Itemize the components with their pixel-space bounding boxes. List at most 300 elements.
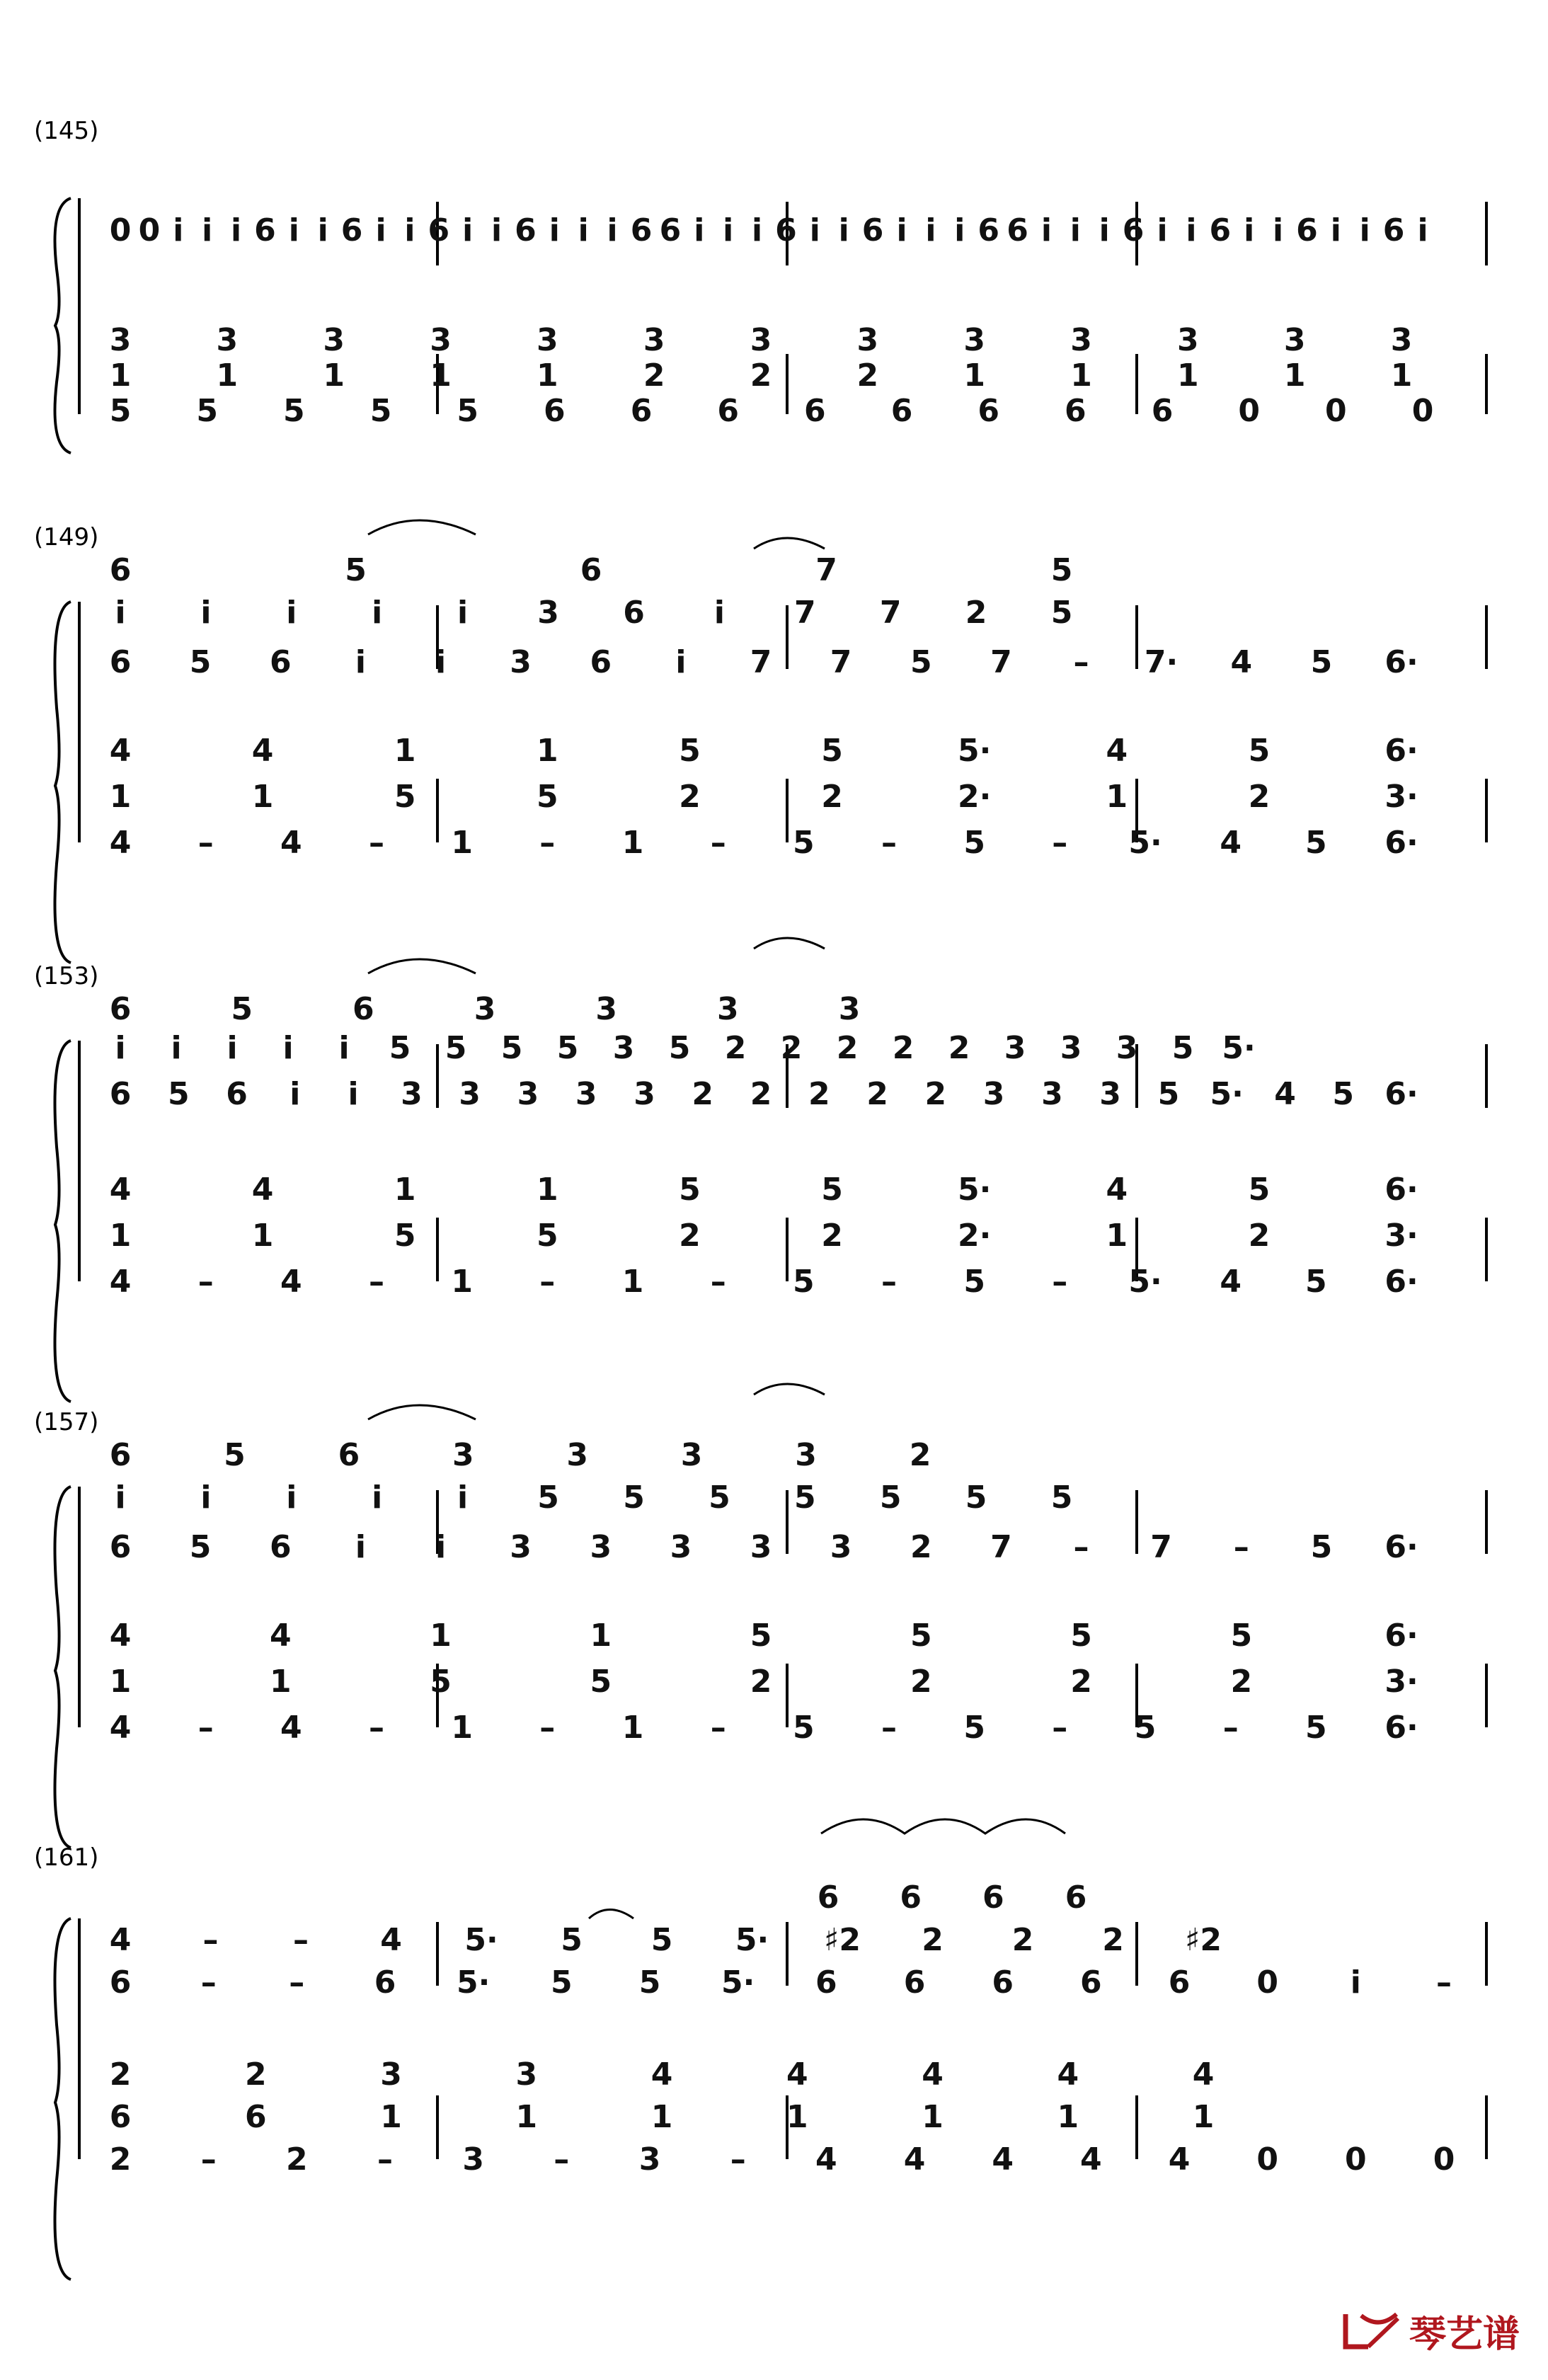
note: 6 xyxy=(977,393,1000,429)
note: 1 xyxy=(109,1218,132,1254)
note: 5 xyxy=(109,393,132,429)
system-notes xyxy=(110,552,1418,861)
note: 4 xyxy=(109,825,132,861)
note: 3 xyxy=(856,322,879,358)
note: – xyxy=(197,1264,214,1300)
system-notes xyxy=(110,991,1418,1300)
note: 4 xyxy=(1079,2141,1102,2178)
note: i xyxy=(200,595,212,631)
note: i xyxy=(289,1076,301,1112)
note: 6 xyxy=(428,212,450,248)
note: i xyxy=(173,212,184,248)
note: – xyxy=(369,825,384,861)
note: 3 xyxy=(380,2056,402,2093)
note: 6 xyxy=(269,1529,292,1565)
note: 3 xyxy=(510,1529,532,1565)
note: – xyxy=(710,1710,726,1746)
note: 4 xyxy=(251,1172,274,1208)
note: 4 xyxy=(1274,1076,1296,1112)
note: – xyxy=(202,1922,219,1958)
note: 2 xyxy=(1248,779,1271,815)
slur xyxy=(368,1405,476,1419)
note: 5· xyxy=(1128,1264,1162,1300)
note: i xyxy=(227,1030,238,1066)
note: 5 xyxy=(709,1480,730,1516)
note: i xyxy=(1070,212,1081,248)
note: i xyxy=(925,212,936,248)
note: 6 xyxy=(515,212,537,248)
note: 7 xyxy=(990,1529,1012,1565)
note: i xyxy=(1157,212,1168,248)
note: 5 xyxy=(668,1030,691,1066)
note: i xyxy=(171,1030,182,1066)
note: 4 xyxy=(1220,1264,1242,1300)
note: 4 xyxy=(903,2141,926,2178)
note: 6· xyxy=(1384,644,1418,680)
note: 5 xyxy=(679,733,701,769)
note: 2 xyxy=(285,2141,308,2178)
note: 6 xyxy=(109,1076,132,1112)
note: 6 xyxy=(623,595,645,631)
note: 2 xyxy=(910,1529,932,1565)
system-145 xyxy=(34,117,1486,453)
note: 4 xyxy=(109,733,132,769)
note: 3 xyxy=(1099,1076,1121,1112)
note: 5 xyxy=(650,1922,673,1958)
note: 1 xyxy=(430,1618,452,1654)
note: 1 xyxy=(1192,2099,1215,2135)
note: 6 xyxy=(352,991,374,1027)
note: 1 xyxy=(109,779,132,815)
note: 6 xyxy=(803,393,826,429)
note: i xyxy=(372,1480,383,1516)
note: 3 xyxy=(633,1076,655,1112)
note: 5 xyxy=(590,1664,612,1700)
note: 6· xyxy=(1384,1076,1418,1112)
note: 3 xyxy=(595,991,618,1027)
note: 5 xyxy=(821,1172,843,1208)
note: 6· xyxy=(1384,1710,1418,1746)
note: 6 xyxy=(580,552,602,588)
note: 3 xyxy=(474,991,496,1027)
note: 1 xyxy=(922,2099,944,2135)
note: 6 xyxy=(717,393,740,429)
note: 6 xyxy=(374,1964,396,2001)
note: 3 xyxy=(1004,1030,1026,1066)
note: i xyxy=(1417,212,1428,248)
note: i xyxy=(723,212,734,248)
note: i xyxy=(694,212,705,248)
note: 1 xyxy=(650,2099,673,2135)
note: 2 xyxy=(856,357,879,394)
note: 3 xyxy=(1390,322,1413,358)
note: 5 xyxy=(965,1480,987,1516)
note: 2 xyxy=(724,1030,747,1066)
note: – xyxy=(1436,1964,1452,2001)
note: 3 xyxy=(750,322,772,358)
note: – xyxy=(369,1710,384,1746)
note: i xyxy=(457,595,469,631)
note: 6 xyxy=(590,644,612,680)
note: 1 xyxy=(323,357,345,394)
note: 5· xyxy=(1128,825,1162,861)
note: 5 xyxy=(369,393,392,429)
note: 1 xyxy=(963,357,986,394)
note: 5 xyxy=(1305,1710,1327,1746)
note: 3· xyxy=(1384,1218,1418,1254)
note: 4 xyxy=(109,1922,132,1958)
note: i xyxy=(809,212,820,248)
note: – xyxy=(369,1264,384,1300)
note: 2 xyxy=(821,779,843,815)
note: 4 xyxy=(269,1618,292,1654)
note: 5· xyxy=(958,733,992,769)
note: – xyxy=(539,825,556,861)
note: 6 xyxy=(817,1880,839,1916)
note: 2 xyxy=(821,1218,843,1254)
note: i xyxy=(1186,212,1197,248)
note: 4 xyxy=(109,1618,132,1654)
note: 4 xyxy=(280,825,302,861)
note: 7· xyxy=(1144,644,1179,680)
grand-staff-brace xyxy=(55,602,71,963)
note: – xyxy=(377,2141,393,2178)
note: 5· xyxy=(735,1922,769,1958)
slur xyxy=(368,520,476,534)
note: 3 xyxy=(575,1076,597,1112)
note: 3 xyxy=(462,2141,485,2178)
note: 0 xyxy=(1324,393,1347,429)
note: 1 xyxy=(451,825,474,861)
note: i xyxy=(491,212,503,248)
slur xyxy=(754,538,825,549)
note: 2 xyxy=(924,1076,947,1112)
note: – xyxy=(881,825,897,861)
note: 2 xyxy=(750,357,772,394)
note: 1 xyxy=(590,1618,612,1654)
note: i xyxy=(578,212,589,248)
note: 7 xyxy=(990,644,1012,680)
note: i xyxy=(338,1030,350,1066)
note: 6 xyxy=(109,1529,132,1565)
note: 3 xyxy=(795,1437,817,1473)
measure-number: (161) xyxy=(34,1843,99,1872)
note: i xyxy=(1244,212,1255,248)
note: – xyxy=(1052,1264,1068,1300)
note: 5 xyxy=(457,393,479,429)
note: 0 xyxy=(109,212,132,248)
note: 1 xyxy=(536,733,558,769)
note: 5 xyxy=(1332,1076,1355,1112)
note: 1 xyxy=(1106,779,1128,815)
note: i xyxy=(355,644,366,680)
note: 1 xyxy=(621,1264,644,1300)
note: 2 xyxy=(1102,1922,1124,1958)
note: 0 xyxy=(1411,393,1434,429)
note: 1 xyxy=(251,1218,274,1254)
note: i xyxy=(286,595,297,631)
note: 1 xyxy=(430,357,452,394)
note: – xyxy=(1052,825,1068,861)
note: 5 xyxy=(1248,1172,1271,1208)
note: 5 xyxy=(167,1076,190,1112)
note: 2 xyxy=(1070,1664,1092,1700)
note: i xyxy=(231,212,242,248)
note: 3 xyxy=(1060,1030,1082,1066)
note: 5 xyxy=(1230,1618,1253,1654)
note: 6 xyxy=(109,1964,132,2001)
note: 2 xyxy=(948,1030,970,1066)
note: 6 xyxy=(630,212,653,248)
note: 6· xyxy=(1384,825,1418,861)
note: 6 xyxy=(900,1880,922,1916)
note: 5 xyxy=(1157,1076,1180,1112)
note: 3 xyxy=(430,322,452,358)
note: i xyxy=(115,1030,126,1066)
note: 6 xyxy=(109,644,132,680)
note: i xyxy=(435,1529,447,1565)
note: 3 xyxy=(638,2141,661,2178)
note: 1 xyxy=(1106,1218,1128,1254)
note: i xyxy=(713,595,725,631)
note: 2 xyxy=(965,595,987,631)
note: – xyxy=(1073,644,1089,680)
note: 5 xyxy=(224,1437,246,1473)
note: 4 xyxy=(786,2056,808,2093)
note: i xyxy=(457,1480,469,1516)
note: 5 xyxy=(345,552,367,588)
system-153 xyxy=(34,938,1486,1402)
note: 3 xyxy=(1070,322,1092,358)
note: 4 xyxy=(1230,644,1253,680)
note: 7 xyxy=(793,595,816,631)
note: i xyxy=(288,212,299,248)
note: i xyxy=(607,212,618,248)
note: 5 xyxy=(394,1218,416,1254)
note: 2 xyxy=(780,1030,803,1066)
note: 5 xyxy=(792,1710,815,1746)
note: i xyxy=(375,212,386,248)
system-149 xyxy=(34,520,1486,963)
note: 1 xyxy=(394,1172,416,1208)
note: 5 xyxy=(821,733,843,769)
note: 3 xyxy=(670,1529,692,1565)
note: 5 xyxy=(189,1529,212,1565)
note: 1 xyxy=(380,2099,402,2135)
note: 7 xyxy=(879,595,902,631)
note: 5 xyxy=(1305,1264,1327,1300)
note: 6 xyxy=(543,393,566,429)
note: 5· xyxy=(1210,1076,1244,1112)
note: 5 xyxy=(550,1964,573,2001)
note: 3 xyxy=(838,991,861,1027)
note: 6 xyxy=(244,2099,267,2135)
note: 5 xyxy=(196,393,219,429)
note: i xyxy=(200,1480,212,1516)
measure-number: (153) xyxy=(34,962,99,990)
note: 6 xyxy=(1065,1880,1087,1916)
note: – xyxy=(539,1710,556,1746)
note: 2 xyxy=(910,1664,932,1700)
note: – xyxy=(881,1264,897,1300)
note: 5 xyxy=(1248,733,1271,769)
note: 6 xyxy=(890,393,913,429)
note: 4 xyxy=(380,1922,402,1958)
note: 1 xyxy=(621,825,644,861)
note: 2 xyxy=(836,1030,859,1066)
note: 1 xyxy=(109,357,132,394)
note: ♯2 xyxy=(1185,1922,1222,1958)
note: 0 xyxy=(1256,1964,1279,2001)
note: i xyxy=(348,1076,359,1112)
note: 5 xyxy=(1134,1710,1157,1746)
note: 1 xyxy=(251,779,274,815)
grand-staff-brace xyxy=(55,1041,71,1402)
note: 6· xyxy=(1384,1618,1418,1654)
note: 6 xyxy=(977,212,1000,248)
note: 5 xyxy=(556,1030,579,1066)
note: 5 xyxy=(389,1030,411,1066)
note: 6· xyxy=(1384,1172,1418,1208)
note: 3 xyxy=(216,322,239,358)
note: 5 xyxy=(231,991,253,1027)
note: 6 xyxy=(340,212,363,248)
note: 1 xyxy=(1390,357,1413,394)
note: 4 xyxy=(992,2141,1014,2178)
note: i xyxy=(1350,1964,1361,2001)
note: 2 xyxy=(892,1030,915,1066)
note: 6· xyxy=(1384,1264,1418,1300)
note: 1 xyxy=(621,1710,644,1746)
note: – xyxy=(197,1710,214,1746)
measure-number: (149) xyxy=(34,523,99,551)
note: 5· xyxy=(464,1922,498,1958)
note: 5 xyxy=(1050,1480,1073,1516)
note: 0 xyxy=(1344,2141,1367,2178)
note: i xyxy=(896,212,907,248)
note: 5 xyxy=(623,1480,645,1516)
note: 5 xyxy=(679,1172,701,1208)
note: 6 xyxy=(109,1437,132,1473)
note: – xyxy=(730,2141,746,2178)
note: 0 xyxy=(1256,2141,1279,2178)
note: 3 xyxy=(1116,1030,1138,1066)
note: 5· xyxy=(958,1172,992,1208)
note: i xyxy=(752,212,763,248)
note: 6 xyxy=(1064,393,1087,429)
note: 3 xyxy=(566,1437,589,1473)
note: i xyxy=(317,212,328,248)
note: 3· xyxy=(1384,779,1418,815)
slur xyxy=(368,959,476,973)
note: 6 xyxy=(109,552,132,588)
note: 3 xyxy=(536,322,558,358)
note: 6 xyxy=(775,212,797,248)
note: ♯2 xyxy=(824,1922,861,1958)
slur xyxy=(754,938,825,949)
note: 5 xyxy=(792,825,815,861)
note: 4 xyxy=(1220,825,1242,861)
note: 2 xyxy=(679,1218,701,1254)
note: i xyxy=(286,1480,297,1516)
note: 3 xyxy=(982,1076,1005,1112)
note: 3 xyxy=(830,1529,852,1565)
note: 3 xyxy=(323,322,345,358)
note: 6 xyxy=(1007,212,1028,248)
note: 2 xyxy=(1011,1922,1034,1958)
note: 2· xyxy=(958,779,992,815)
system-notes xyxy=(110,212,1434,429)
note: 5 xyxy=(1050,595,1073,631)
music-logo-icon xyxy=(1340,2309,1404,2352)
note: 1 xyxy=(451,1264,474,1300)
note: 5 xyxy=(1310,1529,1333,1565)
measure-number: (145) xyxy=(34,117,99,145)
note: 1 xyxy=(451,1710,474,1746)
note: 0 xyxy=(1238,393,1261,429)
note: 6 xyxy=(1209,212,1232,248)
note: 1 xyxy=(1283,357,1306,394)
note: 1 xyxy=(1057,2099,1079,2135)
note: 3 xyxy=(515,2056,538,2093)
note: i xyxy=(838,212,849,248)
note: 3 xyxy=(612,1030,635,1066)
note: i xyxy=(1330,212,1341,248)
note: 4 xyxy=(1192,2056,1215,2093)
note: i xyxy=(1040,212,1052,248)
note: 5 xyxy=(750,1618,772,1654)
note: 1 xyxy=(394,733,416,769)
note: i xyxy=(404,212,415,248)
note: 4 xyxy=(1168,2141,1191,2178)
note: 4 xyxy=(1106,1172,1128,1208)
note: 2 xyxy=(909,1437,931,1473)
note: 4 xyxy=(109,1264,132,1300)
note: – xyxy=(289,1964,305,2001)
note: 3 xyxy=(1041,1076,1063,1112)
note: 4 xyxy=(650,2056,673,2093)
measure-number: (157) xyxy=(34,1408,99,1436)
note: 5 xyxy=(445,1030,467,1066)
note: 6 xyxy=(1382,212,1405,248)
note: 3 xyxy=(643,322,665,358)
note: i xyxy=(355,1529,366,1565)
note: – xyxy=(200,2141,217,2178)
slur xyxy=(754,1384,825,1395)
note: 6 xyxy=(1296,212,1318,248)
note: 2 xyxy=(866,1076,888,1112)
note: i xyxy=(282,1030,294,1066)
note: – xyxy=(1233,1529,1249,1565)
note: 5 xyxy=(394,779,416,815)
note: – xyxy=(200,1964,217,2001)
system-notes xyxy=(110,1880,1455,2178)
note: i xyxy=(435,644,447,680)
note: 5 xyxy=(963,1710,986,1746)
note: 5 xyxy=(430,1664,452,1700)
note: 5 xyxy=(638,1964,661,2001)
note: 5· xyxy=(457,1964,491,2001)
note: 5 xyxy=(282,393,305,429)
note: 2 xyxy=(244,2056,267,2093)
note: 5 xyxy=(536,779,558,815)
note: 6 xyxy=(903,1964,926,2001)
note: – xyxy=(293,1922,309,1958)
note: 3 xyxy=(517,1076,539,1112)
note: 4 xyxy=(280,1264,302,1300)
note: i xyxy=(462,212,474,248)
note: 7 xyxy=(815,552,837,588)
